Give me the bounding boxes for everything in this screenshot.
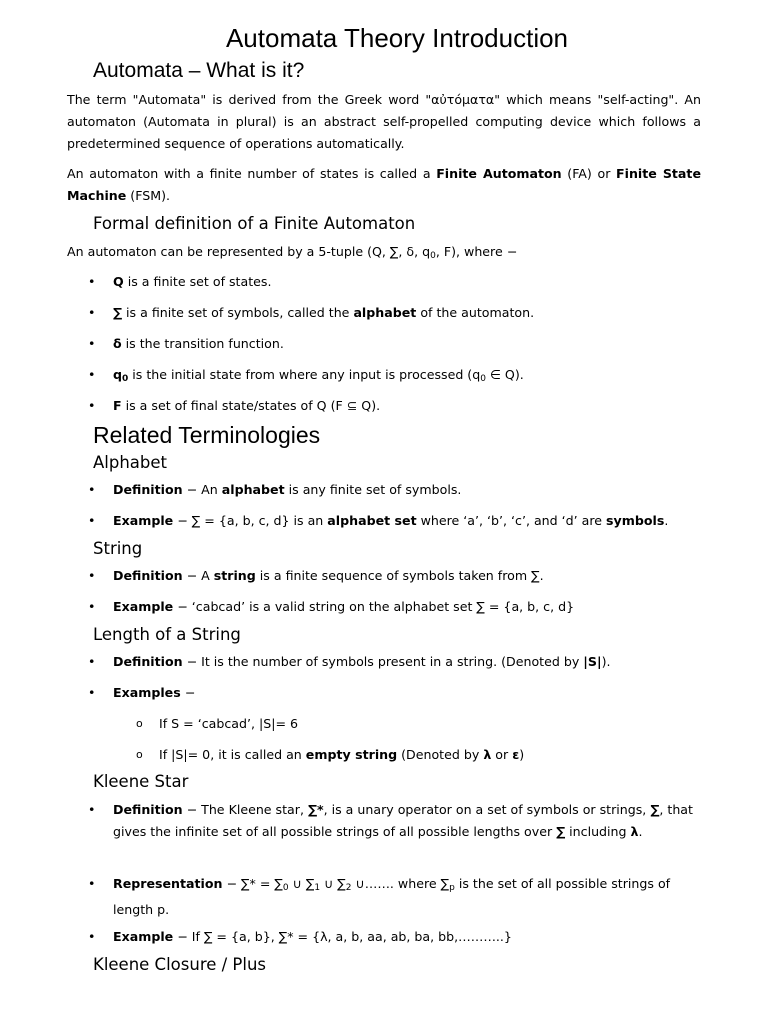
list-text: q0 is the initial state from where any input is processed (q0 ∈ Q). bbox=[113, 367, 524, 384]
bullet-icon: • bbox=[88, 482, 96, 497]
bullet-icon: • bbox=[88, 876, 96, 891]
rich-text: If |S|= 0, it is called an empty string (Denoted by λ or ε) bbox=[159, 747, 525, 762]
rich-text: Definition − A string is a finite sequence of symbols taken from ∑. bbox=[113, 568, 544, 583]
rich-text: Definition − An alphabet is any finite set of symbols. bbox=[113, 482, 462, 497]
rich-text: Example − ‘cabcad’ is a valid string on the alphabet set ∑ = {a, b, c, d} bbox=[113, 599, 575, 614]
rich-text: Example − ∑ = {a, b, c, d} is an alphabet set where ‘a’, ‘b’, ‘c’, and ‘d’ are symbols. bbox=[113, 513, 669, 528]
circle-bullet-icon: o bbox=[136, 717, 143, 730]
bullet-icon: • bbox=[88, 274, 96, 289]
paragraph-tuple-intro bbox=[67, 241, 701, 267]
paragraph-finite-automaton bbox=[67, 163, 701, 207]
bullet-icon: • bbox=[88, 336, 96, 351]
rich-text: Examples − bbox=[113, 685, 196, 700]
heading-formal-definition: Formal definition of a Finite Automaton bbox=[93, 214, 416, 233]
paragraph-intro: The term "Automata" is derived from the Greek word "αὐτόματα" which means "self-acting". An automaton (Automata in plural) is an abstract self-propelled computing device which follows a predetermined sequence of operations automatically. bbox=[67, 92, 701, 151]
heading-kleene-star: Kleene Star bbox=[93, 772, 189, 791]
rich-text: Definition − The Kleene star, ∑*, is a unary operator on a set of symbols or strings, ∑, that gives the infinite set of all possible strings of all possible lengths over ∑ including λ. bbox=[113, 802, 693, 839]
rich-text: Representation − ∑* = ∑0 ∪ ∑1 ∪ ∑2 ∪……. where ∑p is the set of all possible strings of length p. bbox=[113, 876, 671, 917]
subscript: 0 bbox=[430, 251, 436, 261]
term-finite-automaton: Finite Automaton bbox=[436, 166, 562, 181]
page-title: Automata Theory Introduction bbox=[225, 23, 569, 53]
bullet-icon: • bbox=[88, 599, 96, 614]
bullet-icon: • bbox=[88, 398, 96, 413]
bullet-icon: • bbox=[88, 929, 96, 944]
heading-length-of-string: Length of a String bbox=[93, 625, 241, 644]
bullet-icon: • bbox=[88, 685, 96, 700]
list-text: F is a set of final state/states of Q (F ⊆ Q). bbox=[113, 398, 381, 413]
bullet-icon: • bbox=[88, 305, 96, 320]
rich-text: Definition − It is the number of symbols present in a string. (Denoted by |S|). bbox=[113, 654, 611, 669]
list-text: δ is the transition function. bbox=[113, 336, 284, 351]
list-text: ∑ is a finite set of symbols, called the alphabet of the automaton. bbox=[113, 305, 535, 320]
bullet-icon: • bbox=[88, 568, 96, 583]
term-fsm: Finite State Machine bbox=[67, 166, 701, 203]
bullet-icon: • bbox=[88, 367, 96, 382]
heading-string: String bbox=[93, 539, 143, 558]
circle-bullet-icon: o bbox=[136, 748, 143, 761]
bullet-icon: • bbox=[88, 802, 96, 817]
bullet-icon: • bbox=[88, 654, 96, 669]
rich-text: Example − If ∑ = {a, b}, ∑* = {λ, a, b, aa, ab, ba, bb,………..} bbox=[113, 929, 512, 944]
text-run: An automaton can be represented by a 5-tuple (Q, ∑, δ, q bbox=[67, 244, 431, 259]
bullet-icon: • bbox=[88, 513, 96, 528]
sub-list-text: If S = ‘cabcad’, |S|= 6 bbox=[159, 716, 299, 731]
heading-alphabet: Alphabet bbox=[93, 453, 168, 472]
text-run: (FA) or bbox=[561, 166, 617, 181]
heading-related-terminologies: Related Terminologies bbox=[93, 422, 321, 448]
text-run: An automaton with a finite number of states is called a bbox=[67, 166, 437, 181]
list-text: Q is a finite set of states. bbox=[113, 274, 272, 289]
text-run: , F), where − bbox=[435, 244, 518, 259]
heading-automata: Automata – What is it? bbox=[93, 59, 305, 82]
heading-kleene-closure: Kleene Closure / Plus bbox=[93, 955, 267, 974]
text-run: (FSM). bbox=[126, 188, 171, 203]
